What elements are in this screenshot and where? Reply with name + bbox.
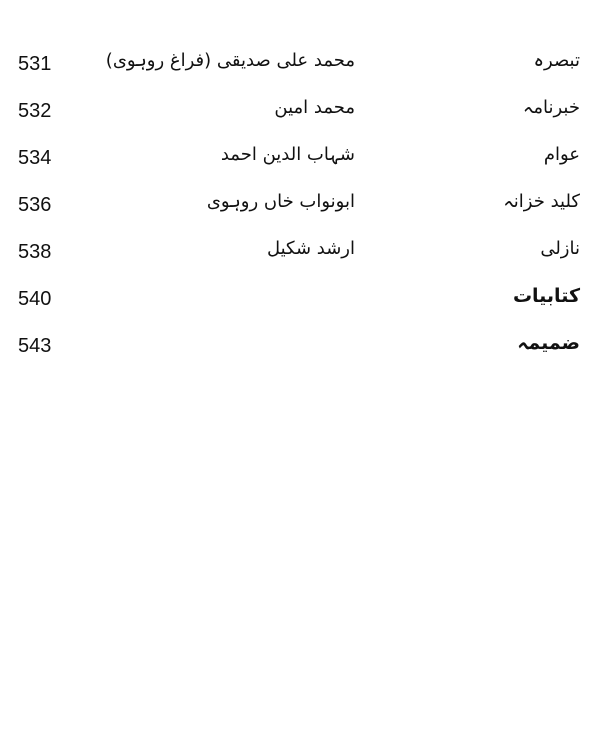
entry-title: خبرنامہ bbox=[522, 97, 580, 118]
toc-row bbox=[0, 279, 600, 326]
entry-title: تبصرہ bbox=[533, 50, 580, 71]
author-name: ابونواب خاں روہوی bbox=[206, 191, 355, 212]
page-number: 540 bbox=[18, 288, 52, 310]
page-number: 532 bbox=[18, 100, 52, 122]
author-name: ارشد شکیل bbox=[266, 238, 355, 259]
author-name: محمد علی صدیقی (فراغ روہوی) bbox=[105, 50, 355, 71]
entry-title: کلید خزانہ bbox=[503, 191, 580, 212]
page-number: 538 bbox=[18, 241, 52, 263]
section-title: ضمیمہ bbox=[517, 332, 580, 354]
toc-row bbox=[0, 232, 600, 279]
toc-row bbox=[0, 44, 600, 91]
page-number: 536 bbox=[18, 194, 52, 216]
page-number: 543 bbox=[18, 335, 52, 357]
toc-row bbox=[0, 326, 600, 373]
entry-title: عوام bbox=[543, 144, 580, 165]
toc-row bbox=[0, 91, 600, 138]
author-name: شہاب الدین احمد bbox=[220, 144, 355, 165]
toc-row bbox=[0, 185, 600, 232]
table-of-contents bbox=[0, 44, 600, 373]
entry-title: نازلی bbox=[540, 238, 580, 259]
page-number: 531 bbox=[18, 53, 52, 75]
toc-row bbox=[0, 138, 600, 185]
page-number: 534 bbox=[18, 147, 52, 169]
author-name: محمد امین bbox=[274, 97, 355, 118]
section-title: کتابیات bbox=[512, 285, 580, 307]
